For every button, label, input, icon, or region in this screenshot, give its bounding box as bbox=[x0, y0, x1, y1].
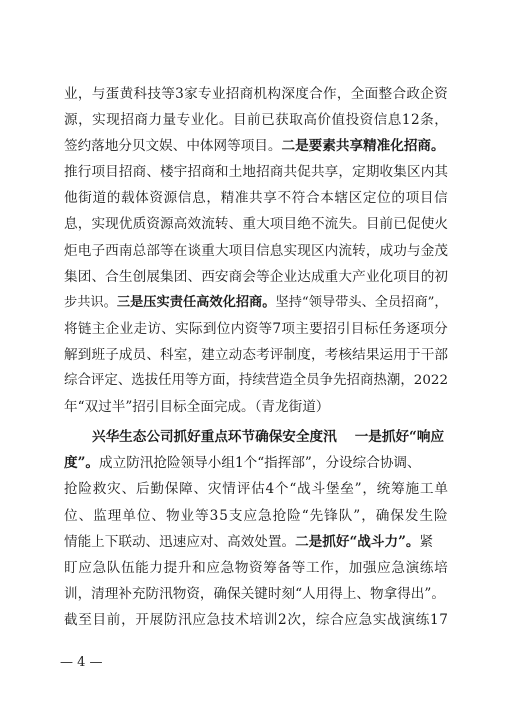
text-line: 综 合 评 定 、 选 拔 任 用 等 方 面 ， 持 续 营 造 全 员 争 先 招 商 热 潮 ， 2 0 2 2 bbox=[64, 373, 449, 389]
text-line: 年“双过半”招引目标全面完成。（青龙街道） bbox=[64, 399, 330, 416]
text-line: 炬 电 子 西 南 总 部 等 在 谈 重 大 项 目 信 息 实 现 区 内 流 转 ， 成 功 与 金 茂 bbox=[64, 242, 448, 259]
text-line: 解 到 班 子 成 员 、 科 室 ， 建 立 动 态 考 评 制 度 ， 考 核 结 果 运 用 于 干 部 bbox=[64, 346, 448, 363]
text-line: 将 链 主 企 业 走 访 、 实 际 到 位 内 资 等 7 项 主 要 招 引 目 标 任 务 逐 项 分 bbox=[64, 320, 448, 337]
text-line: 位 、 监 理 单 位 、 物 业 等 3 5 支 应 急 抢 险 “ 先 锋 队 ” ， 确 保 发 生 险 bbox=[64, 507, 448, 524]
text-line: 截 至 目 前 ， 开 展 防 汛 应 急 技 术 培 训 2 次 ， 综 合 应 急 实 战 演 练 1 7 bbox=[64, 611, 448, 628]
text-line: 抢 险 救 灾 、 后 勤 保 障 、 灾 情 评 估 4 个 “ 战 斗 堡 垒 ” ， 统 筹 施 工 单 bbox=[64, 481, 448, 498]
text-line: 他 街 道 的 载 体 资 源 信 息 ， 精 准 共 享 不 符 合 本 辖 区 定 位 的 项 目 信 bbox=[64, 190, 448, 207]
text-line: 签约落地分贝文娱、中体网等项目。二是要素共享精准化招商。 bbox=[64, 138, 445, 155]
text-line: 训，清理补充防汛物资，确保关键时刻“人用得上、物拿得出”。 bbox=[64, 585, 445, 602]
section-heading-line bbox=[64, 424, 448, 450]
bold-point-1: 一是抓好“响应 bbox=[354, 429, 445, 446]
body-text bbox=[64, 81, 448, 633]
bold-point-2: 二是抓好“战斗力”。 bbox=[295, 533, 420, 550]
text-line: 度”。成立防汛抢险领导小组1个“指挥部”，分设综合协调、 bbox=[64, 455, 421, 472]
bold-point-2: 二是要素共享精准化招商。 bbox=[281, 138, 445, 155]
page-number: — 4 — bbox=[60, 655, 103, 670]
text-line: 源 ， 实 现 招 商 力 量 专 业 化 。 目 前 已 获 取 高 价 值 投 资 信 息 1 2 条 ， bbox=[64, 112, 448, 129]
section-heading: 兴华生态公司抓好重点环节确保安全度汛 bbox=[92, 429, 337, 446]
text-line: 情能上下联动、迅速应对、高效处置。二是抓好“战斗力”。紧 bbox=[64, 533, 434, 550]
text-line: 盯 应 急 队 伍 能 力 提 升 和 应 急 物 资 筹 备 等 工 作 ， 加 强 应 急 演 练 培 bbox=[64, 559, 448, 576]
text-line: 息 ， 实 现 优 质 资 源 高 效 流 转 、 重 大 项 目 绝 不 流 失 。 目 前 已 促 使 火 bbox=[64, 216, 448, 233]
text-line: 集 团 、 合 生 创 展 集 团 、 西 安 商 会 等 企 业 达 成 重 大 产 业 化 项 目 的 初 bbox=[64, 268, 448, 285]
text-line: 步共识。三是压实责任高效化招商。坚持“领导带头、全员招商”， bbox=[64, 294, 448, 310]
text-line: 推 行 项 目 招 商 、 楼 宇 招 商 和 土 地 招 商 共 促 共 享 ， 定 期 收 集 区 内 其 bbox=[64, 164, 448, 181]
bold-point-3: 三是压实责任高效化招商。 bbox=[116, 294, 276, 310]
text-line: 业 ， 与 蛋 黄 科 技 等 3 家 专 业 招 商 机 构 深 度 合 作 ， 全 面 整 合 政 企 资 bbox=[64, 86, 448, 102]
